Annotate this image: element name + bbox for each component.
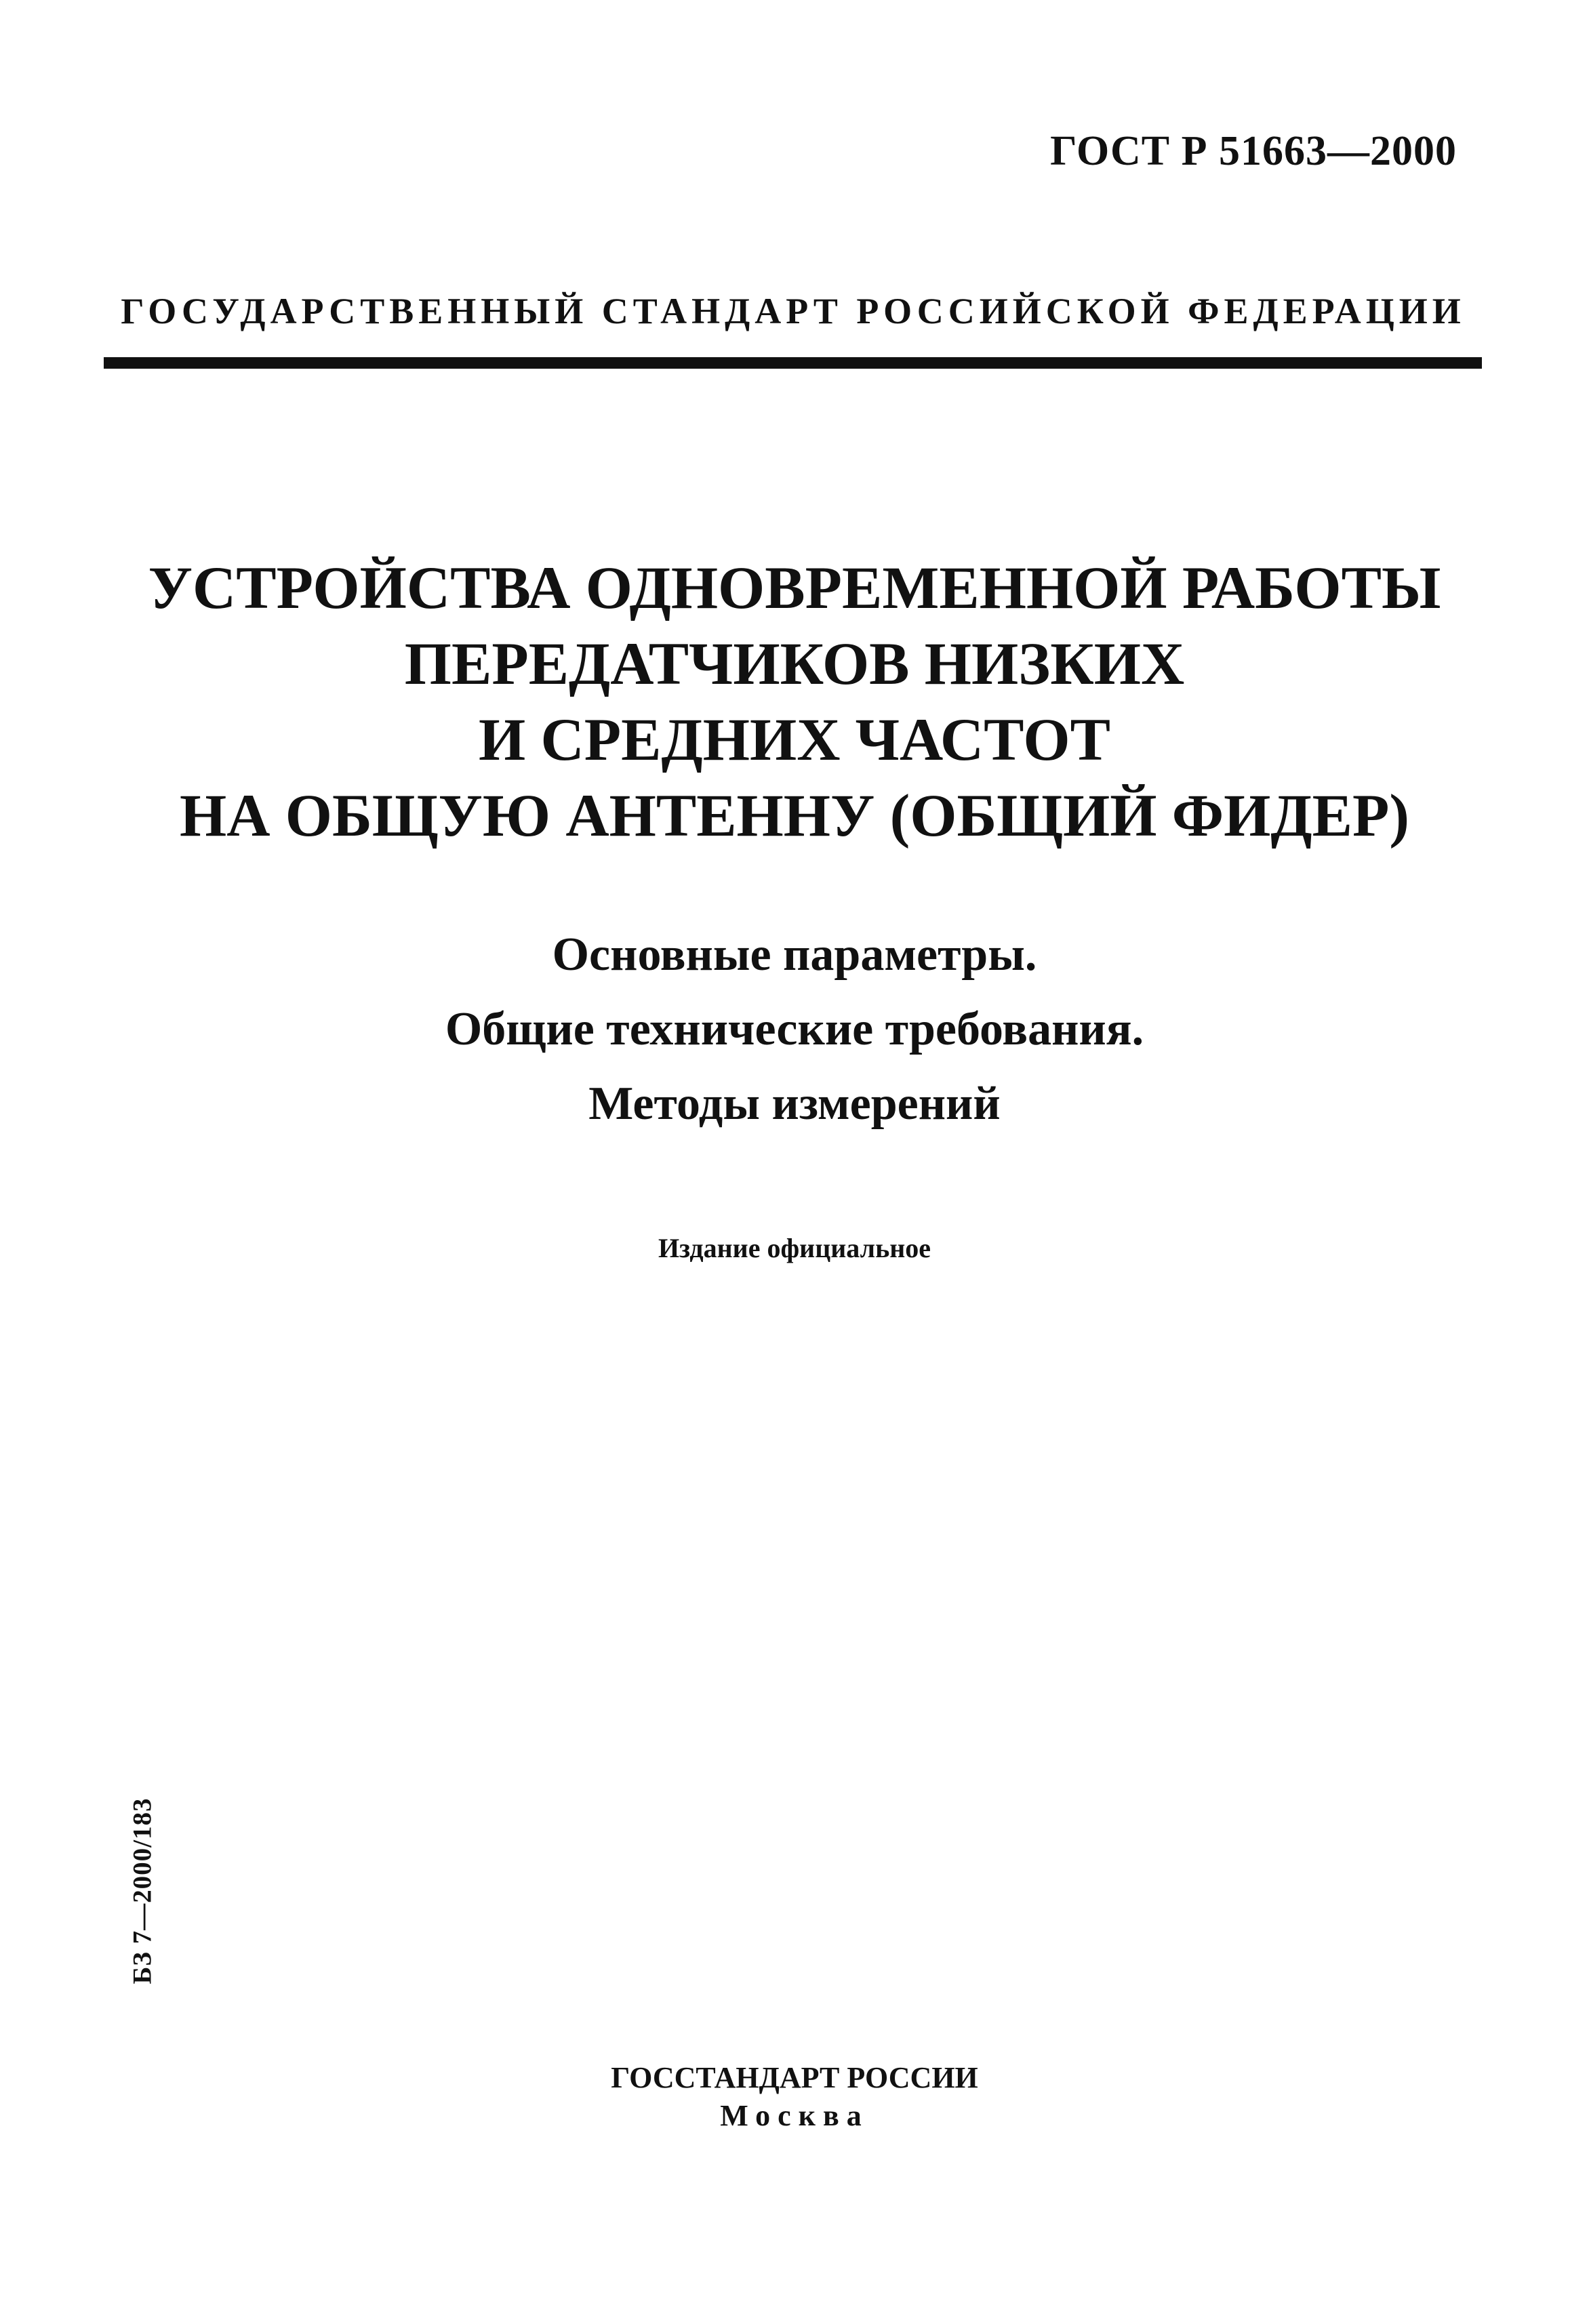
subtitle-line: Общие технические требования. [445, 1003, 1144, 1055]
standard-type-heading: ГОСУДАРСТВЕННЫЙ СТАНДАРТ РОССИЙСКОЙ ФЕДЕРАЦИИ [121, 291, 1466, 331]
subtitle-line: Методы измерений [588, 1078, 1001, 1130]
horizontal-rule [104, 357, 1482, 369]
publisher-city: Москва [720, 2099, 869, 2132]
title-line: НА ОБЩУЮ АНТЕННУ (ОБЩИЙ ФИДЕР) [180, 783, 1409, 849]
publisher-block [68, 2059, 1521, 2135]
publisher-org: ГОССТАНДАРТ РОССИИ [611, 2061, 978, 2094]
document-subtitle [68, 918, 1521, 1141]
document-number: ГОСТ Р 51663—2000 [1050, 128, 1457, 174]
title-line: И СРЕДНИХ ЧАСТОТ [479, 707, 1110, 773]
title-line: ПЕРЕДАТЧИКОВ НИЗКИХ [404, 631, 1185, 697]
title-line: УСТРОЙСТВА ОДНОВРЕМЕННОЙ РАБОТЫ [148, 555, 1441, 621]
subtitle-line: Основные параметры. [552, 929, 1037, 981]
side-code-text: БЗ 7—2000/183 [127, 1797, 157, 1984]
edition-label: Издание официальное [658, 1233, 931, 1263]
document-title [68, 550, 1521, 854]
